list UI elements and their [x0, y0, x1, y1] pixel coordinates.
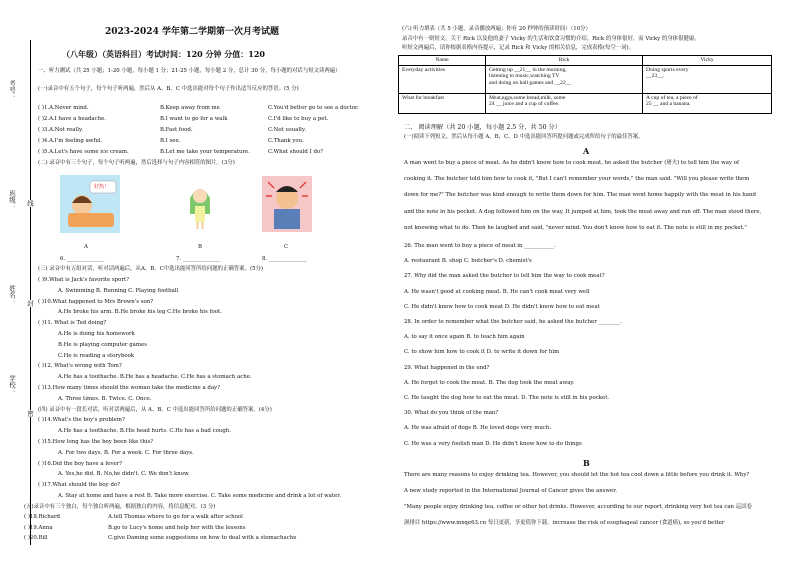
- option-line: C. to show him how to cook it D. to write it down for him: [404, 349, 560, 356]
- question-stem: ( )14.What's the boy's problem?: [38, 417, 125, 424]
- question-stem: 27. Why did the man asked the butcher to tell him the way to cook meat?: [404, 273, 605, 280]
- picture-label: A: [84, 244, 88, 250]
- option-line: A. Yes,he did. B. No,he didn't. C. We don't know.: [58, 471, 190, 478]
- match-item: ( )18.Richard: [24, 514, 61, 521]
- option-line: A. He forgot to cook the meat. B. The dog took the meat away.: [404, 379, 575, 386]
- question-stem: ( )4.A.I'm feeling awful.: [38, 138, 103, 144]
- option-c: C.Not usually.: [268, 127, 306, 133]
- question-stem: ( )1.A.Never mind.: [38, 105, 89, 111]
- match-option: C.give Daming some suggestions on how to deal with a stomachache: [108, 535, 297, 542]
- question-stem: 28. In order to remember what the butcher said, he asked the butcher ________.: [404, 319, 622, 325]
- part-instruction: (六) 听力填表（共 5 小题，录音播放两遍；你有 20 秒钟的预读时间）（10分）: [402, 26, 591, 32]
- question-stem: ( )3.A.Not really.: [38, 127, 83, 133]
- table-cell: What for breakfast: [399, 93, 486, 113]
- option-line: A. Swimming B. Running C. Playing football: [58, 287, 179, 294]
- passage-line: A man went to buy a piece of meat. As he didn't know how to cook meat, he asked the butcher (屠夫) to tell him the way of: [404, 160, 739, 166]
- table-row: [399, 65, 772, 93]
- question-stem: 30. What do you think of the man?: [404, 410, 499, 417]
- option-line: C.He is reading a storybook: [58, 352, 135, 359]
- part-note: 录音中有一则短文，关于 Rick 以及他的妻子 Vicky 的生活和饮食习惯的介绍。Rick 的身体很好，而 Vicky 的身体很健康。: [402, 36, 700, 42]
- question-stem: ( )17.What should the boy do?: [38, 482, 121, 489]
- table-cell: Getting up __21__ in the morning, listening to music,watching TV and doing on ball games and __22__: [486, 65, 643, 93]
- label-xian: 线: [26, 200, 34, 207]
- answer-blank: 8. ______________: [262, 256, 307, 262]
- hot-girl-icon: [60, 175, 120, 233]
- question-stem: ( )2.A.I have a headache.: [38, 116, 107, 122]
- binding-line: [30, 40, 31, 545]
- question-stem: ( )15.How long has the boy been like this?: [38, 439, 154, 445]
- match-item: ( )20.Bill: [24, 535, 48, 542]
- match-item: ( )19.Anna: [24, 524, 53, 531]
- picture-label: B: [198, 244, 202, 250]
- option-line: B.He is playing computer games: [58, 341, 147, 348]
- option-line: A.He is doing his homework: [58, 331, 135, 337]
- part-instruction: (二) 录音中有三个句子，每个句子听两遍，然后选择与句子内容相符的图片。(3分): [38, 160, 235, 166]
- part-instruction: (一)录音中有五个句子，每个句子听两遍，然后从 A、B、C 中选出能对每个句子作出适当反应的答语。(5 分): [38, 86, 299, 92]
- part-instruction: (四) 录音中有一段长对话，听对话两遍后，从 A、B、C 中选出能回答所给问题的正确答案。(4分): [38, 406, 272, 413]
- table-cell: Meat,eggs,some bread,milk, some 24 __ juice and a cup of coffee.: [486, 93, 643, 113]
- option-line: A. For two days. B. For a week. C. For three days.: [58, 449, 194, 456]
- answer-blank: 6. ______________: [60, 256, 105, 262]
- answer-blank: 7. ______________: [176, 256, 221, 262]
- label-mi: 密: [26, 410, 34, 417]
- table-header-row: [399, 56, 772, 66]
- table-row: [399, 93, 772, 113]
- passage-line: 濕排目 https://www.mxqe63.cn 每日更新，享更值你下载。increase the risk of esophageal cancer (食道癌), so you'd better: [404, 519, 725, 526]
- label-kaohao: 考号：: [8, 80, 16, 100]
- option-line: A. restaurant B. shop C. butcher's D. chemist's: [404, 258, 532, 265]
- question-stem: ( )10.What happened to Mrs Brown's son?: [38, 298, 154, 305]
- table-cell: A cup of tea, a piece of 25 __ and a banana.: [643, 93, 772, 113]
- part-instruction: (三) 录音中有五组对话，听对话两遍后，从A、B、C中选出能回答所给问题的正确答案。(5分): [38, 266, 263, 272]
- option-line: A.He has a toothache. B.His head hurts. C.He has a bad cough.: [58, 428, 231, 435]
- table-cell: Doing sports every __23__.: [643, 65, 772, 93]
- option-c: C.What should I do?: [268, 149, 324, 155]
- exam-subtitle: （八年级）（英语科目）考试时间：120 分钟 分值：120: [62, 49, 265, 59]
- option-b: B.Keep away from me: [160, 105, 220, 111]
- question-stem: ( )9.What is Jack's favorite sport?: [38, 277, 129, 283]
- option-line: A.He broke his arm. B.He broke his leg C.He broke his foot.: [58, 309, 222, 316]
- option-b: B.Fast food.: [160, 127, 193, 133]
- passage-line: down for me?" The butcher was kind enough to write them down for him. The man went home happily with the meat in his hand: [404, 192, 756, 199]
- option-line: A. Stay at home and have a rest B. Take more exercise. C. Take some medicine and drink a lot of water.: [58, 493, 341, 499]
- listening-table: [398, 55, 772, 114]
- section-heading: 二、 阅读理解（共 20 小题，每小题 2.5 分，共 50 分）: [404, 124, 561, 131]
- option-b: B.Let me take your temperature.: [160, 149, 250, 155]
- picture-a: [60, 175, 120, 233]
- passage-title: A: [583, 146, 590, 156]
- table-header-cell: Name: [399, 56, 486, 66]
- passage-line: A new study reported in the International Journal of Cancer gives the answer.: [404, 487, 617, 494]
- question-stem: 29. What happened in the end?: [404, 364, 490, 371]
- speech-bubble: 好热！: [94, 184, 110, 190]
- label-feng: 封: [26, 300, 34, 307]
- option-line: A. He wasn't good at cooking meat. B. He can't cook meat very well: [404, 288, 590, 295]
- passage-line: not knowing what to do. Then he laughed and said, "never mind. You don't know how to eat it. The note is still in my pocket.": [404, 224, 747, 231]
- option-c: C.You'd better go to see a doctor.: [268, 105, 359, 111]
- passage-line: There are many reasons to enjoy drinking tea. However, you should let the hot tea cool down a little before you drink it. Why?: [404, 471, 750, 478]
- option-b: B.I want to go for a walk: [160, 116, 228, 122]
- label-banji: 班级：: [8, 190, 16, 210]
- option-b: B.I see.: [160, 138, 181, 144]
- picture-c: [262, 176, 312, 232]
- part-note: 听短文两遍后，请你根据表格内容提示，记录 Rick 和 Vicky 的相关信息，完成表格(每空一词)。: [402, 45, 635, 51]
- question-stem: ( )11. What is Ted doing?: [38, 320, 107, 327]
- option-line: C. He taught the dog how to eat the meat. D. The note is still in his pocket.: [404, 395, 610, 401]
- question-stem: ( )5.A.Let's have some ice cream.: [38, 149, 129, 155]
- option-line: A. Three times. B. Twice. C. Once.: [58, 395, 152, 402]
- picture-b: [188, 180, 212, 230]
- option-line: A.He has a toothache. B.He has a headache. C.He has a stomach ache.: [58, 374, 252, 381]
- table-cell: Everyday activities: [399, 65, 486, 93]
- option-line: C. He didn't know how to cook meat D. He didn't know how to eat meat: [404, 303, 600, 310]
- picture-label: C: [284, 244, 289, 250]
- table-header-cell: Vicky: [643, 56, 772, 66]
- label-xingming: 姓名：: [8, 285, 16, 305]
- passage-line: cooking it. The butcher told him how to cook it, "But I can't remember your words," the man said. "Will you please write them: [404, 176, 750, 183]
- girl-icon: [188, 180, 212, 230]
- question-stem: 26. The man went to buy a piece of meat in ___________.: [404, 243, 556, 249]
- passage-line: and the note in his pocket. A dog followed him on the way. It jumped at him, took the meat away and ran off. The man stood there,: [404, 208, 762, 215]
- option-line: C. He was a very foolish man D. He didn't know how to do things: [404, 440, 582, 447]
- passage-title: B: [583, 457, 590, 468]
- question-stem: ( )16.Did the boy have a fever?: [38, 460, 123, 467]
- part-instruction: (五)录音中有三个独白，每个独白听两遍，根据独白的内容，将信息配对。(3 分): [24, 503, 216, 510]
- option-line: A. to say it once again B. to teach him again: [404, 334, 525, 341]
- page-title: 2023-2024 学年第二学期第一次月考试题: [105, 27, 279, 37]
- option-c: C.Thank you.: [268, 138, 304, 144]
- passage-line: "Many people enjoy drinking tea, coffee or other hot drinks. However, according to our report, drinking very hot tea can 這試卷: [404, 503, 752, 510]
- match-option: B.go to Lucy's home and help her with the lessons: [108, 524, 246, 531]
- label-xuexiao: 学校：: [8, 375, 16, 395]
- table-header-cell: Rick: [486, 56, 643, 66]
- option-line: A. He was afraid of dogs B. He loved dogs very much.: [404, 425, 552, 432]
- option-c: C.I'd like to buy a pet.: [268, 116, 329, 122]
- part-instruction: (一)阅读下列短文，然后从每小题 A、B、C、D 中选出能回答所提问题或完成所给句子的最佳答案。: [404, 134, 644, 140]
- section-heading: 一、听力测试（共 25 小题；1-20 小题，每小题 1 分；21-25 小题，每小题 2 分，总计 30 分，每小题的对话与短文读两遍）: [38, 68, 341, 74]
- question-stem: ( )13.How many times should the woman take the medicine a day?: [38, 385, 220, 391]
- match-option: A.tell Thomas where to go for a walk after school: [108, 514, 243, 521]
- headache-man-icon: [262, 176, 312, 232]
- question-stem: ( )12. What's wrong with Tom?: [38, 363, 122, 370]
